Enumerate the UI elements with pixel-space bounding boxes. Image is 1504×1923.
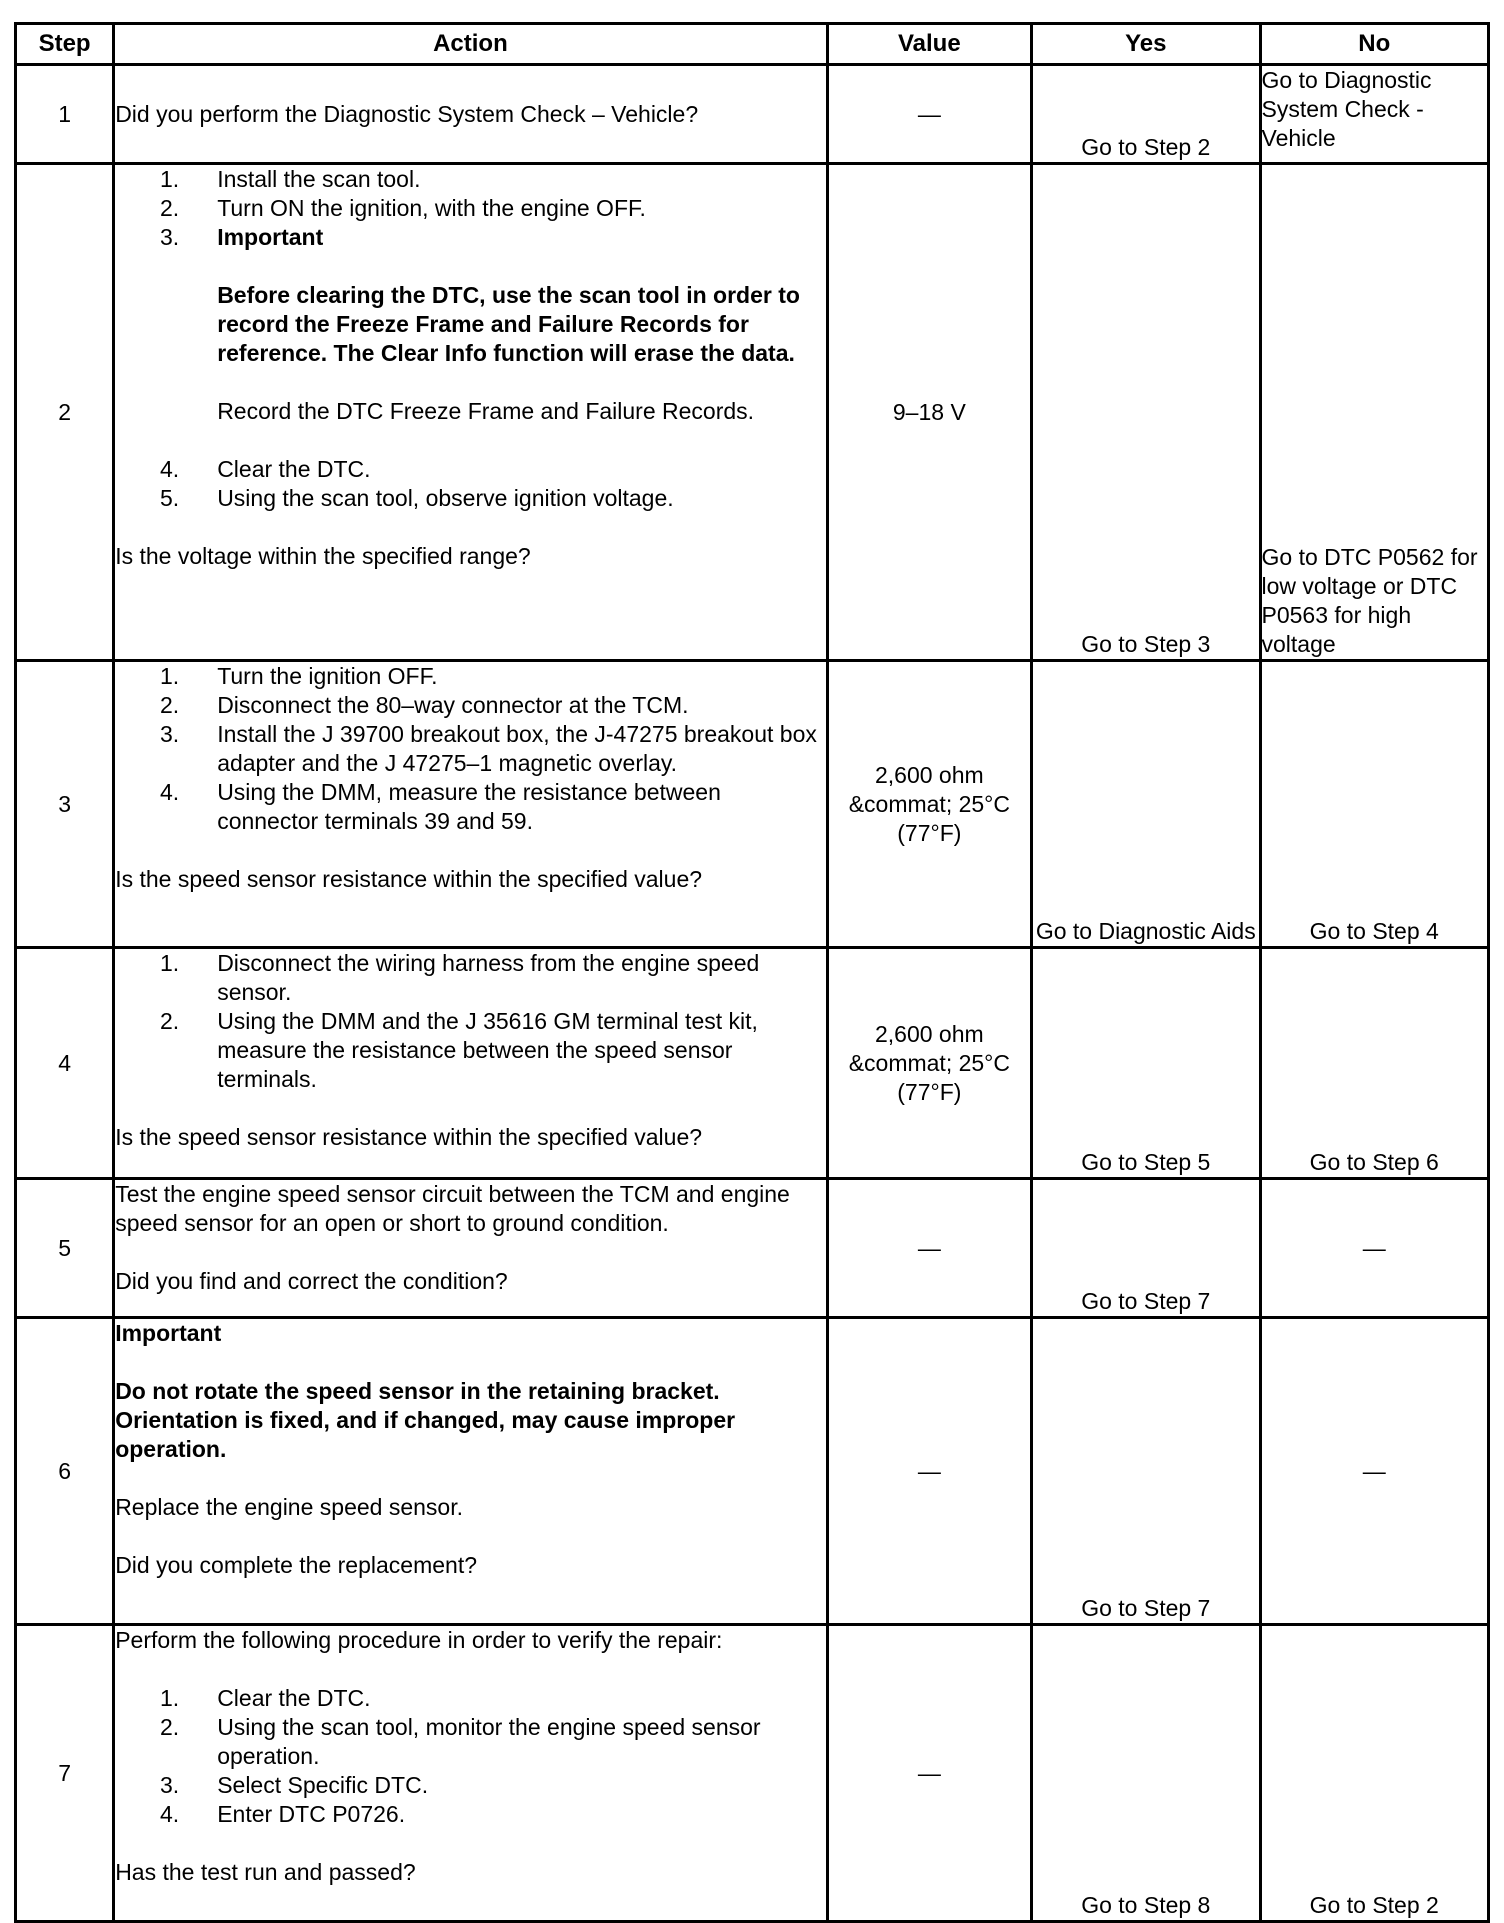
step-number: 1 [16,65,114,164]
instruction-text: Replace the engine speed sensor. [115,1494,463,1520]
question-text: Did you find and correct the condition? [115,1268,508,1294]
no-cell: — [1260,1318,1489,1625]
list-item: 1. Disconnect the wiring harness from the engine speed sensor. [160,950,760,1005]
value-cell: 2,600 ohm &commat; 25°C (77°F) [827,948,1031,1179]
important-label: Important [217,224,324,250]
value-cell: — [827,1179,1031,1318]
list-item: 1. Clear the DTC. [160,1685,371,1711]
header-row [16,24,1489,65]
list-item: 4. Using the DMM, measure the resistance between connector terminals 39 and 59. [160,779,721,834]
yes-cell: Go to Step 7 [1032,1318,1260,1625]
table-row [16,661,1489,948]
list-item: 2. Using the scan tool, monitor the engine speed sensor operation. [160,1714,761,1769]
yes-cell: Go to Step 3 [1032,164,1260,661]
action-cell [114,1318,827,1625]
action-cell [114,948,827,1179]
no-cell: — [1260,1179,1489,1318]
instruction-text: Test the engine speed sensor circuit between the TCM and engine speed sensor for an open or short to ground condition. [115,1181,790,1236]
yes-cell: Go to Step 5 [1032,948,1260,1179]
action-cell [114,1179,827,1318]
yes-cell: Go to Step 8 [1032,1625,1260,1922]
action-cell [114,65,827,164]
no-cell: Go to Step 2 [1260,1625,1489,1922]
action-cell [114,1625,827,1922]
header-no: No [1260,24,1489,65]
question-text: Is the speed sensor resistance within the specified value? [115,866,703,892]
step-number: 2 [16,164,114,661]
list-item: 3. Important [115,223,825,252]
important-text: Before clearing the DTC, use the scan tool in order to record the Freeze Frame and Failure Records for reference. The Clear Info function will erase the data. [217,282,800,366]
list-item: 2. Using the DMM and the J 35616 GM terminal test kit, measure the resistance between the speed sensor terminals. [160,1008,758,1092]
yes-cell: Go to Step 7 [1032,1179,1260,1318]
question-text: Did you perform the Diagnostic System Check – Vehicle? [115,100,699,127]
step-number: 6 [16,1318,114,1625]
no-cell: Go to Diagnostic System Check - Vehicle [1260,65,1489,164]
header-action: Action [114,24,827,65]
step-number: 3 [16,661,114,948]
value-cell: — [827,1318,1031,1625]
value-cell: 2,600 ohm &commat; 25°C (77°F) [827,661,1031,948]
no-cell: Go to Step 4 [1260,661,1489,948]
instruction-text: Perform the following procedure in order to verify the repair: [115,1627,723,1653]
list-item: 5. Using the scan tool, observe ignition voltage. [160,485,674,511]
table-row [16,1179,1489,1318]
question-text: Is the voltage within the specified range? [115,543,531,569]
value-cell: — [827,1625,1031,1922]
header-value: Value [827,24,1031,65]
important-label: Important [115,1320,222,1346]
step-number: 4 [16,948,114,1179]
table-row [16,65,1489,164]
list-item: 1. Install the scan tool. [160,166,421,192]
step-number: 5 [16,1179,114,1318]
value-cell: 9–18 V [827,164,1031,661]
no-cell: Go to Step 6 [1260,948,1489,1179]
question-text: Has the test run and passed? [115,1859,416,1885]
table-row [16,948,1489,1179]
action-cell [114,661,827,948]
header-step: Step [16,24,114,65]
value-cell: — [827,65,1031,164]
header-yes: Yes [1032,24,1260,65]
table-row [16,1318,1489,1625]
important-text: Do not rotate the speed sensor in the retaining bracket. Orientation is fixed, and if changed, may cause improper operation. [115,1378,736,1462]
list-item: 2. Disconnect the 80–way connector at the TCM. [160,692,689,718]
no-cell: Go to DTC P0562 for low voltage or DTC P0563 for high voltage [1260,164,1489,661]
question-text: Is the speed sensor resistance within the specified value? [115,1124,703,1150]
step-number: 7 [16,1625,114,1922]
list-item: 3. Select Specific DTC. [160,1772,429,1798]
table-row [16,164,1489,661]
list-item: 3. Install the J 39700 breakout box, the J-47275 breakout box adapter and the J 47275–1 magnetic overlay. [160,721,817,776]
yes-cell: Go to Step 2 [1032,65,1260,164]
question-text: Did you complete the replacement? [115,1552,477,1578]
action-cell [114,164,827,661]
table-row [16,1625,1489,1922]
list-item: 4. Clear the DTC. [160,456,371,482]
yes-cell: Go to Diagnostic Aids [1032,661,1260,948]
note-text: Record the DTC Freeze Frame and Failure Records. [217,398,755,424]
diagnostic-table [14,22,1490,1923]
list-item: 1. Turn the ignition OFF. [160,663,438,689]
list-item: 4. Enter DTC P0726. [160,1801,406,1827]
list-item: 2. Turn ON the ignition, with the engine OFF. [160,195,646,221]
